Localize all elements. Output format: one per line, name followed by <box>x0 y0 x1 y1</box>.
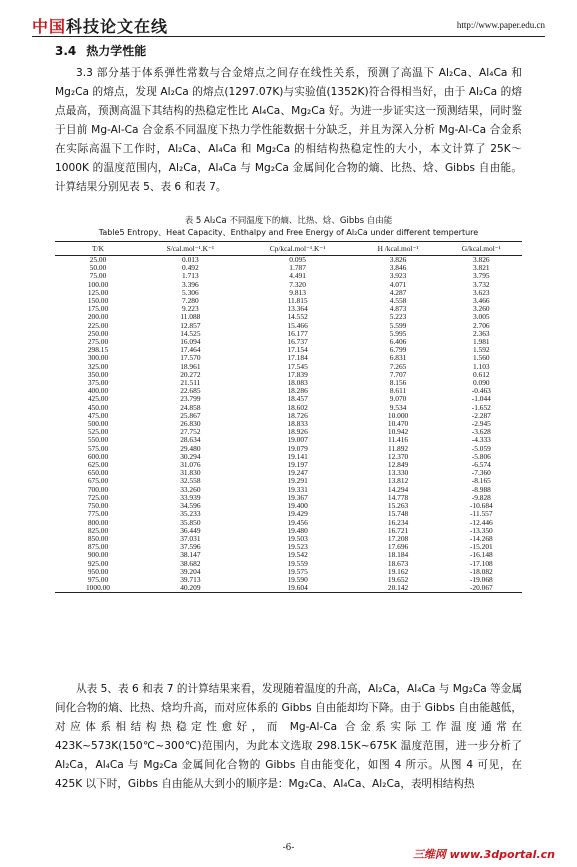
table-cell: 0.013 <box>182 255 199 264</box>
table-cell: -14.268 <box>469 533 493 543</box>
table-cell: 18.083 <box>287 378 308 388</box>
paragraph-intro: 3.3 部分基于体系弹性常数与合金熔点之间存在线性关系，预测了高温下 Al₂Ca、Al₄Ca 和 Mg₂Ca 的熔点，发现 Al₂Ca 的熔点(1297.07K)与实验值(1352K)符合得相当好，由于 Al₂Ca 的熔点最高，预测高温下其结构的热稳定性比 Al₄Ca、Mg₂Ca 好。为进一步证实这一预测结果，同时鉴于目前 Mg-Al-Ca 合金系不同温度下热力学性能数据十分缺乏，并且为深入分析 Mg-Al-Ca 合金系在实际高温下工作时，Al₂Ca、Al₄Ca 和 Mg₂Ca 的相结构热稳定性的大小，本文计算了 25K～1000K 的温度范围内，Al₂Ca，Al₄Ca 与 Mg₂Ca 金属间化合物的熵、比热、焓、Gibbs 自由能。计算结果分别见表 5、表 6 和表 7。 <box>55 67 522 193</box>
table-cell: 100.00 <box>87 279 109 289</box>
table-cell: -6.574 <box>471 460 491 470</box>
table-cell: 19.575 <box>287 566 308 576</box>
table-cell: 9.813 <box>289 287 306 297</box>
table-cell: -0.463 <box>471 386 491 396</box>
table-cell: 3.826 <box>473 255 490 264</box>
table-cell: 4.491 <box>289 271 306 281</box>
col-header-gibbs: G/kcal.mol⁻¹ <box>441 242 522 256</box>
table-cell: 725.00 <box>87 492 109 502</box>
table-cell: 19.456 <box>287 517 308 527</box>
table-cell: 19.247 <box>287 468 308 478</box>
table-cell: 19.079 <box>287 443 308 453</box>
table-cell: -8.988 <box>471 484 491 494</box>
table-cell: 20.272 <box>180 369 201 379</box>
table-cell: 4.287 <box>389 287 407 297</box>
table-cell: 3.846 <box>389 263 407 273</box>
table-cell: 3.396 <box>182 279 199 289</box>
table-cell: 19.197 <box>287 460 308 470</box>
paragraph-analysis: 从表 5、表 6 和表 7 的计算结果来看，发现随着温度的升高，Al₂Ca，Al₄Ca 与 Mg₂Ca 等金属间化合物的熵、比热、焓均升高，而对应体系的 Gibbs 自由能却均下降。由于 Gibbs 自由能越低，对应体系相结构热稳定性愈好，而 Mg-Al-Ca 合金系实际工作温度通常在 423K~573K(150℃~300℃)范围内，为此本文选取 298.15K~675K 温度范围，进一步分析了 Al₂Ca，Al₄Ca 与 Mg₂Ca 金属间化合物的 Gibbs 自由能变化，如图 4 所示。从图 4 可见，在 425K 以下时，Gibbs 自由能从大到小的顺序是：Mg₂Ca、Al₄Ca、Al₂Ca，表明相结构热 <box>55 683 522 790</box>
table-cell: 35.233 <box>180 509 201 519</box>
col-header-entropy: S/cal.mol⁻¹.K⁻¹ <box>141 242 240 256</box>
table-cell: -5.059 <box>471 443 491 453</box>
table-cell: 825.00 <box>87 525 109 535</box>
table-cell: 17.154 <box>287 345 308 355</box>
table-cell: 1.592 <box>473 345 490 355</box>
table-cell: 16.234 <box>387 517 409 527</box>
table-cell: 18.184 <box>387 550 409 560</box>
table-cell: 800.00 <box>87 517 109 527</box>
table-cell: -8.165 <box>471 476 491 486</box>
table-cell: 34.596 <box>180 501 201 511</box>
table-caption-cn: 表 5 Al₂Ca 不同温度下的熵、比热、焓、Gibbs 自由能 <box>184 216 393 226</box>
table-cell: 8.611 <box>389 386 407 396</box>
table-cell: -20.067 <box>441 584 522 593</box>
table-cell: 5.306 <box>182 287 199 297</box>
table-cell: 25.867 <box>180 410 201 420</box>
table-cell: -19.068 <box>469 574 493 584</box>
table-cell: 1.560 <box>473 353 490 363</box>
table-cell: 19.590 <box>287 574 308 584</box>
table-cell: 3.260 <box>473 304 490 314</box>
table-cell: 17.839 <box>287 369 308 379</box>
table-cell: 25.00 <box>89 255 107 264</box>
table-cell: 7.707 <box>389 369 407 379</box>
table-cell: 175.00 <box>87 304 109 314</box>
table-cell: 600.00 <box>87 451 109 461</box>
table-cell: 32.558 <box>180 476 201 486</box>
table-cell: 26.830 <box>180 419 201 429</box>
col-header-enthalpy: H /kcal.mol⁻¹ <box>356 242 441 256</box>
table-cell: -2.287 <box>471 410 491 420</box>
table-cell: 650.00 <box>87 468 109 478</box>
table-cell: 275.00 <box>87 337 109 347</box>
table-cell: 11.416 <box>388 435 409 445</box>
table-cell: 12.857 <box>180 320 201 330</box>
table-cell: 21.511 <box>180 378 201 388</box>
page-header <box>32 14 545 36</box>
table-cell: 6.799 <box>389 345 407 355</box>
table-cell: 33.260 <box>180 484 201 494</box>
table-cell: 6.406 <box>389 337 407 347</box>
table-cell: 750.00 <box>87 501 109 511</box>
table-cell: 19.559 <box>287 558 308 568</box>
table-cell: 37.596 <box>180 542 201 552</box>
table-cell: 17.545 <box>287 361 308 371</box>
table-cell: 11.088 <box>180 312 201 322</box>
table-caption-en: Table5 Entropy、Heat Capacity、Enthalpy and Free Energy of Al₂Ca under different temperture <box>98 228 479 237</box>
table-cell: 925.00 <box>87 558 109 568</box>
table-cell: 7.320 <box>289 279 306 289</box>
table-cell: 875.00 <box>87 542 109 552</box>
table-cell: 3.821 <box>473 263 490 273</box>
table-cell: 4.071 <box>389 279 407 289</box>
table-cell: 6.831 <box>389 353 407 363</box>
table-cell: 19.480 <box>287 525 308 535</box>
table-cell: 18.926 <box>287 427 308 437</box>
table-cell: 17.208 <box>387 533 409 543</box>
table-cell: 450.00 <box>87 402 109 412</box>
table-cell: -10.684 <box>469 501 493 511</box>
table-cell: -9.828 <box>471 492 491 502</box>
table-cell: 35.850 <box>180 517 201 527</box>
section-title: 热力学性能 <box>86 44 147 58</box>
table-cell: 200.00 <box>87 312 109 322</box>
table-cell: 475.00 <box>87 410 109 420</box>
table-cell: 300.00 <box>87 353 109 363</box>
table-cell: 16.737 <box>287 337 308 347</box>
table-cell: 37.031 <box>180 533 201 543</box>
table-cell: 0.612 <box>473 369 490 379</box>
table-cell: 550.00 <box>87 435 109 445</box>
table-cell: 19.367 <box>287 492 308 502</box>
table-cell: 19.523 <box>287 542 308 552</box>
table-cell: 5.599 <box>389 320 407 330</box>
table-cell: 950.00 <box>87 566 109 576</box>
table-cell: 39.204 <box>180 566 201 576</box>
table-cell: 375.00 <box>87 378 109 388</box>
site-logo <box>32 14 168 37</box>
table-cell: 36.449 <box>180 525 201 535</box>
logo-part1: 中国 <box>32 17 67 36</box>
table-cell: 15.263 <box>387 501 409 511</box>
table-cell: 19.007 <box>287 435 308 445</box>
table-cell: -3.628 <box>471 427 491 437</box>
table-cell: -15.201 <box>469 542 493 552</box>
table-cell: 298.15 <box>87 345 109 355</box>
table-cell: 16.721 <box>387 525 409 535</box>
table-cell: 19.503 <box>287 533 308 543</box>
table-cell: 39.713 <box>180 574 201 584</box>
table-cell: 7.280 <box>182 296 199 306</box>
table-cell: 525.00 <box>87 427 109 437</box>
table-cell: 1000.00 <box>55 584 141 593</box>
table-cell: 325.00 <box>87 361 109 371</box>
table-cell: 22.685 <box>180 386 201 396</box>
table-cell: 15.466 <box>287 320 308 330</box>
watermark-logo: 三维网 www.3dportal.cn <box>412 848 555 861</box>
table-cell: 16.094 <box>180 337 201 347</box>
table-cell: 1.713 <box>182 271 199 281</box>
table-cell: 2.363 <box>473 328 490 338</box>
table-cell: 775.00 <box>87 509 109 519</box>
table-cell: 350.00 <box>87 369 109 379</box>
table-cell: -5.806 <box>471 451 491 461</box>
table-cell: 10.942 <box>387 427 409 437</box>
table-cell: -12.446 <box>469 517 493 527</box>
table-cell: -11.557 <box>470 509 493 519</box>
table-cell: 18.726 <box>287 410 308 420</box>
table-cell: 0.090 <box>473 378 490 388</box>
table-cell: 19.400 <box>287 501 308 511</box>
table-cell: 3.005 <box>473 312 490 322</box>
table-cell: 3.466 <box>473 296 490 306</box>
table-cell: 11.815 <box>287 296 308 306</box>
table-cell: 19.652 <box>387 574 409 584</box>
table-cell: 17.184 <box>287 353 308 363</box>
table-cell: 18.602 <box>287 402 308 412</box>
table-cell: 33.939 <box>180 492 201 502</box>
table-cell: 17.570 <box>180 353 201 363</box>
table-cell: 23.799 <box>180 394 201 404</box>
table-cell: 1.787 <box>289 263 306 273</box>
table-cell: 10.470 <box>387 419 409 429</box>
table-cell: 700.00 <box>87 484 109 494</box>
table-cell: 50.00 <box>89 263 107 273</box>
table-cell: -17.108 <box>469 558 493 568</box>
col-header-heat-capacity: Cp/kcal.mol⁻¹.K⁻¹ <box>240 242 356 256</box>
col-header-temperature: T/K <box>55 242 141 256</box>
logo-part2: 科技论文在线 <box>66 17 169 36</box>
table-cell: 18.961 <box>180 361 201 371</box>
table-cell: 9.070 <box>389 394 407 404</box>
table-cell: 75.00 <box>89 271 107 281</box>
table-cell: 13.812 <box>387 476 409 486</box>
table-cell: 3.826 <box>389 255 407 264</box>
table-cell: 14.778 <box>387 492 409 502</box>
table-cell: 12.370 <box>387 451 409 461</box>
table-cell: 400.00 <box>87 386 109 396</box>
table-cell: 19.141 <box>287 451 308 461</box>
table-cell: 1.103 <box>473 361 490 371</box>
table-cell: 15.748 <box>387 509 409 519</box>
table-cell: 625.00 <box>87 460 109 470</box>
section-heading <box>55 42 146 59</box>
table-cell: 3.923 <box>389 271 407 281</box>
table-cell: 19.331 <box>287 484 308 494</box>
header-divider <box>32 36 545 37</box>
table-cell: -18.082 <box>469 566 493 576</box>
table-cell: 13.330 <box>387 468 409 478</box>
table-cell: 4.558 <box>389 296 407 306</box>
table-cell: 10.000 <box>387 410 409 420</box>
table-cell: 29.480 <box>180 443 201 453</box>
table-cell: -7.360 <box>471 468 491 478</box>
table-cell: 38.682 <box>180 558 201 568</box>
table-cell: 1.981 <box>473 337 490 347</box>
table-cell: 4.873 <box>389 304 407 314</box>
table-cell: 3.795 <box>473 271 490 281</box>
table-cell: 5.995 <box>389 328 407 338</box>
table-cell: 250.00 <box>87 328 109 338</box>
table-cell: 675.00 <box>87 476 109 486</box>
table-cell: 14.525 <box>180 328 201 338</box>
table-cell: 900.00 <box>87 550 109 560</box>
table-cell: 975.00 <box>87 574 109 584</box>
table-cell: 38.147 <box>180 550 201 560</box>
table-cell: -16.148 <box>469 550 493 560</box>
table-cell: 8.156 <box>389 378 407 388</box>
table-cell: 14.294 <box>387 484 409 494</box>
table-cell: 18.673 <box>387 558 409 568</box>
table-cell: 0.095 <box>289 255 306 264</box>
table-cell: 20.142 <box>356 584 441 593</box>
table-cell: -1.044 <box>471 394 491 404</box>
header-url[interactable]: http://www.paper.edu.cn <box>456 20 545 30</box>
table-cell: 19.429 <box>287 509 308 519</box>
table-cell: 31.076 <box>180 460 201 470</box>
table-cell: 225.00 <box>87 320 109 330</box>
table-row <box>55 584 522 593</box>
table-cell: 7.265 <box>389 361 407 371</box>
table-cell: 18.286 <box>287 386 308 396</box>
table-cell: 575.00 <box>87 443 109 453</box>
table-cell: 24.858 <box>180 402 201 412</box>
table-cell: 19.162 <box>387 566 409 576</box>
table-cell: 30.294 <box>180 451 201 461</box>
table-cell: 16.177 <box>287 328 308 338</box>
table-cell: 500.00 <box>87 419 109 429</box>
table-cell: -1.652 <box>471 402 491 412</box>
table-cell: 13.364 <box>287 304 308 314</box>
table-cell: 125.00 <box>87 287 109 297</box>
table-cell: 3.623 <box>473 287 490 297</box>
table-cell: -2.945 <box>471 419 491 429</box>
table-cell: 40.209 <box>141 584 240 593</box>
table-cell: 18.833 <box>287 419 308 429</box>
table-cell: -4.333 <box>471 435 491 445</box>
table-cell: 31.830 <box>180 468 201 478</box>
table-cell: 11.892 <box>388 443 409 453</box>
table-cell: 28.634 <box>180 435 201 445</box>
table-header-row <box>55 242 522 256</box>
table-cell: 3.732 <box>473 279 490 289</box>
table-cell: 19.542 <box>287 550 308 560</box>
table-cell: 17.464 <box>180 345 201 355</box>
table-cell: 18.457 <box>287 394 308 404</box>
table-cell: 150.00 <box>87 296 109 306</box>
table-cell: 850.00 <box>87 533 109 543</box>
table-cell: 9.534 <box>389 402 407 412</box>
table-cell: 2.706 <box>473 320 490 330</box>
table-cell: 27.752 <box>180 427 201 437</box>
table-cell: 17.696 <box>387 542 409 552</box>
table-cell: 9.223 <box>182 304 199 314</box>
table-cell: 19.604 <box>240 584 356 593</box>
table-cell: 12.849 <box>387 460 409 470</box>
table-cell: -13.350 <box>469 525 493 535</box>
table-cell: 14.552 <box>287 312 308 322</box>
table-cell: 5.223 <box>389 312 407 322</box>
thermo-table <box>55 241 522 593</box>
table-cell: 19.291 <box>287 476 308 486</box>
table-cell: 0.492 <box>182 263 199 273</box>
section-number: 3.4 <box>55 44 77 58</box>
table-cell: 425.00 <box>87 394 109 404</box>
page-number: -6- <box>282 843 295 853</box>
